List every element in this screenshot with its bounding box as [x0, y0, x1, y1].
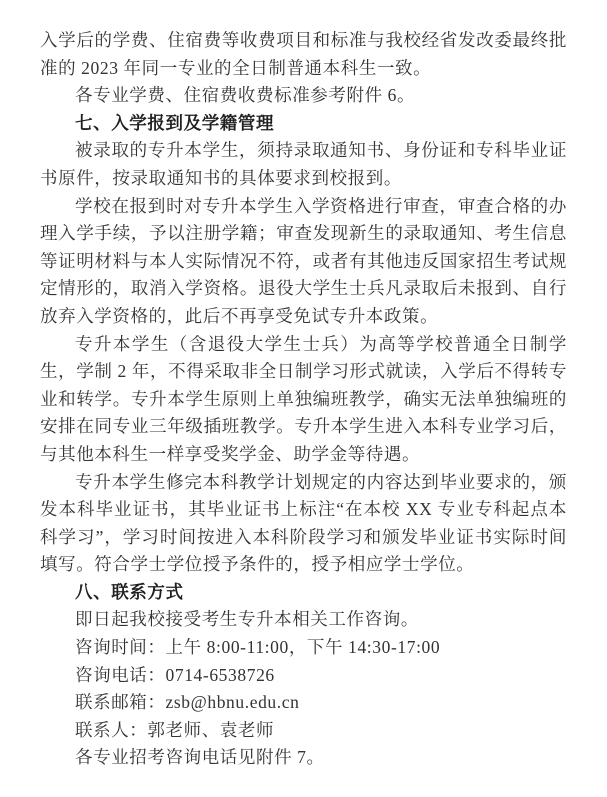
paragraph-report-requirements: 被录取的专升本学生，须持录取通知书、身份证和专科毕业证书原件，按录取通知书的具体要求到校报到。 [40, 140, 567, 188]
paragraph-consultation-notice: 即日起我校接受考生专升本相关工作咨询。 [75, 609, 419, 630]
consult-hours-line: 咨询时间：上午 8:00-11:00，下午 14:30-17:00 [75, 637, 441, 658]
document-content [40, 27, 567, 772]
paragraph-fees-continuation: 入学后的学费、住宿费等收费项目和标准与我校经省发改委最终批准的 2023 年同一专业的全日制普通本科生一致。 [40, 30, 567, 78]
paragraph-major-phone-appendix: 各专业招考咨询电话见附件 7。 [75, 747, 325, 768]
contact-email-line: 联系邮箱：zsb@hbnu.edu.cn [75, 692, 300, 713]
consult-phone-line: 咨询电话：0714-6538726 [75, 664, 275, 685]
paragraph-qualification-review: 学校在报到时对专升本学生入学资格进行审查，审查合格的办理入学手续，予以注册学籍；审查发现新生的录取通知、考生信息等证明材料与本人实际情况不符，或者有其他违反国家招生考试规定情形的，取消入学资格。退役大学生士兵凡录取后未报到、自行放弃入学资格的，此后不再享受免试专升本政策。 [40, 195, 567, 326]
paragraph-graduation-certificate: 专升本学生修完本科教学计划规定的内容达到毕业要求的，颁发本科毕业证书，其毕业证书上标注“在本校 XX 专业专科起点本科学习”，学习时间按进入本科阶段学习和颁发毕业证书实际时间填写。符合学士学位授予条件的，授予相应学士学位。 [40, 471, 567, 575]
section-heading-registration: 七、入学报到及学籍管理 [75, 112, 275, 133]
contact-person-line: 联系人：郭老师、袁老师 [75, 719, 275, 740]
section-heading-contact: 八、联系方式 [75, 581, 184, 602]
paragraph-fee-standards: 各专业学费、住宿费收费标准参考附件 6。 [75, 85, 416, 106]
paragraph-student-status: 专升本学生（含退役大学生士兵）为高等学校普通全日制学生，学制 2 年，不得采取非全日制学习形式就读，入学后不得转专业和转学。专升本学生原则上单独编班教学，确实无法单独编班的安排在同专业三年级插班教学。专升本学生进入本科专业学习后，与其他本科生一样享受奖学金、助学金等待遇。 [40, 333, 567, 464]
